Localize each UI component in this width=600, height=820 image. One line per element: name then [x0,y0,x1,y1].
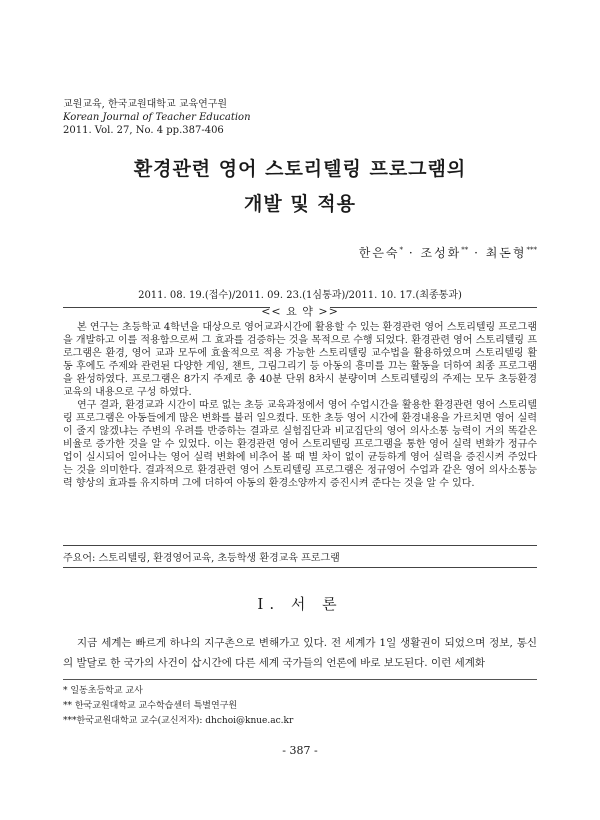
abstract-paragraph-2: 연구 결과, 환경교과 시간이 따로 없는 초등 교육과정에서 영어 수업시간을 활용한 환경관련 영어 스토리텔링 프로그램은 아동들에게 많은 변화를 불러 일으켰다. 또한 초등 영어 시간에 환경내용을 가르치면 영어 실력이 줄지 않겠냐는 주변의 우려를 반증하는 결과로 실험집단과 비교집단의 영어 의사소통 능력이 거의 똑같은 비율로 증가한 것을 알 수 있었다. 이는 환경관련 영어 스토리텔링 프로그램을 통한 영어 실력 변화가 정규수업이 실시되어 일어나는 영어 실력 변화에 비추어 볼 때 별 차이 없이 균등하게 영어 실력을 증진시켜 주었다는 것을 의미한다. 결과적으로 환경관련 영어 스토리텔링 프로그램은 정규영어 수업과 같은 영어 의사소통능력 향상의 효과를 유지하며 그에 더하여 아동의 환경소양까지 증진시켜 준다는 것을 알 수 있다. [63,400,537,489]
author-3-mark: *** [526,246,537,254]
author-1-mark: * [399,246,404,254]
journal-publisher: 교원교육, 한국교원대학교 교육연구원 [63,99,228,110]
footnote-1: * 일동초등학교 교사 [63,686,143,696]
journal-info [63,98,251,137]
footnote-3: ***한국교원대학교 교수(교신저자): dhchoi@knue.ac.kr [63,716,294,726]
journal-volume: 2011. Vol. 27, No. 4 pp.387-406 [63,125,224,136]
footnote-2: ** 한국교원대학교 교수학습센터 특별연구원 [63,701,238,711]
abstract-body [63,321,537,490]
page-number: - 387 - [282,744,318,757]
author-separator-1: · [403,246,421,260]
author-2-mark: ** [461,246,469,254]
author-list [359,244,537,261]
body-paragraph: 지금 세계는 빠르게 하나의 지구촌으로 변해가고 있다. 전 세계가 1일 생활권이 되었으며 정보, 통신의 발달로 한 국가의 사건이 삽시간에 다른 세계 국가들의 언론에 바로 보도된다. 이런 세계화 [63,637,537,669]
paper-title-line2: 개발 및 적용 [244,193,356,215]
abstract-heading: << 요 약 >> [261,305,339,318]
submission-dates: 2011. 08. 19.(접수)/2011. 09. 23.(1심통과)/2011. 10. 17.(최종통과) [138,290,462,301]
paper-title-line1: 환경관련 영어 스토리텔링 프로그램의 [133,158,467,180]
author-2: 조성화 [420,246,462,260]
abstract-paragraph-1: 본 연구는 초등학교 4학년을 대상으로 영어교과시간에 활용할 수 있는 환경관련 영어 스토리텔링 프로그램을 개발하고 이를 적용함으로써 그 효과를 검증하는 것을 목적으로 수행 되었다. 환경관련 영어 스토리텔링 프로그램은 환경, 영어 교과 모두에 효율적으로 적용 가능한 스토리텔링 교수법을 활용하였으며 스토리텔링 활동 후에도 주제와 관련된 다양한 게임, 챈트, 그림그리기 등 아동의 흥미를 끄는 활동을 더하여 최종 프로그램을 완성하였다. 프로그램은 8가지 주제로 총 40분 단위 8차시 분량이며 스토리텔링의 주제는 모두 초등환경교육의 내용으로 구성 하였다. [63,322,537,398]
keywords-bottom-rule [63,567,537,568]
keywords-top-rule [63,545,537,546]
journal-english-name: Korean Journal of Teacher Education [63,112,251,123]
footnotes [63,684,293,729]
author-separator-2: · [468,246,486,260]
author-3: 최돈형 [485,246,527,260]
footnote-rule [63,679,537,680]
keywords: 주요어: 스토리텔링, 환경영어교육, 초등학생 환경교육 프로그램 [63,553,340,564]
section-heading-introduction: Ⅰ. 서 론 [257,595,343,613]
body-text [63,633,537,673]
author-1: 한은숙 [358,246,400,260]
